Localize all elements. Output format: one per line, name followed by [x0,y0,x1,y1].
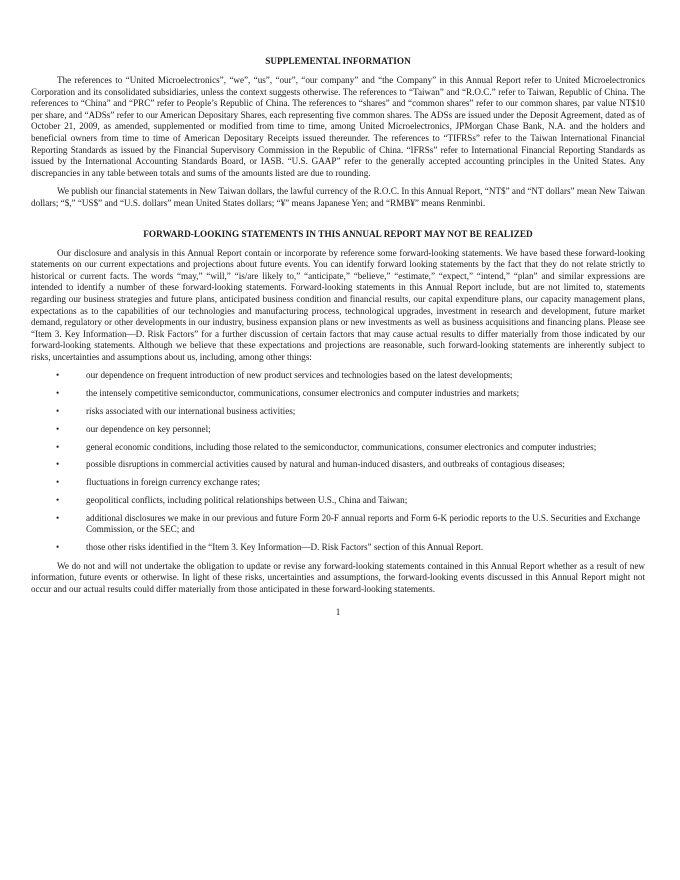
list-item [31,406,645,418]
currency-paragraph: We publish our financial statements in New Taiwan dollars, the lawful currency of the R.O.C. In this Annual Report, “NT$” and “NT dollars” mean New Taiwan dollars; “$,” “US$” and “U.S. dollars” mean United States dollars; “¥” means Japanese Yen; and “RMB¥” means Renminbi. [31,186,645,208]
bullet-icon: • [56,406,60,417]
list-item-text: risks associated with our international business activities; [86,406,296,417]
page-number: 1 [335,607,341,618]
list-item-text: general economic conditions, including those related to the semiconductor, communications, consumer electronics and computer industries; [86,441,597,452]
list-item-text: our dependence on key personnel; [86,423,211,434]
bullet-icon: • [56,388,60,399]
list-item [31,495,645,507]
bullet-icon: • [56,512,60,523]
bullet-icon: • [56,423,60,434]
list-item [31,513,645,536]
closing-paragraph: We do not and will not undertake the obligation to update or revise any forward-looking statements contained in this Annual Report whether as a result of new information, future events or otherwise. In light of these risks, uncertainties and assumptions, the forward-looking events discussed in this Annual Report might not occur and our actual results could differ materially from those anticipated in these forward-looking statements. [31,560,645,594]
list-item [31,388,645,400]
list-item [31,370,645,382]
bullet-icon: • [56,441,60,452]
list-item [31,459,645,471]
bullet-icon: • [56,477,60,488]
list-item-text: fluctuations in foreign currency exchange rates; [86,477,261,488]
risk-factors-list [31,370,645,553]
bullet-icon: • [56,542,60,553]
list-item [31,477,645,489]
bullet-icon: • [56,494,60,505]
list-item-text: the intensely competitive semiconductor, communications, consumer electronics and computer industries and markets; [86,388,520,399]
list-item-text: additional disclosures we make in our previous and future Form 20-F annual reports and Form 6-K periodic reports to the U.S. Securities and Exchange Commission, or the SEC; and [86,512,641,535]
document-page [31,56,645,617]
list-item-text: those other risks identified in the “Item 3. Key Information—D. Risk Factors” section of this Annual Report. [86,542,484,553]
list-item-text: geopolitical conflicts, including political relationships between U.S., China and Taiwan; [86,494,408,505]
forward-looking-heading: FORWARD-LOOKING STATEMENTS IN THIS ANNUAL REPORT MAY NOT BE REALIZED [143,228,533,239]
supplemental-information-heading: SUPPLEMENTAL INFORMATION [265,56,411,66]
bullet-icon: • [56,370,60,381]
forward-looking-intro-paragraph: Our disclosure and analysis in this Annual Report contain or incorporate by reference some forward-looking statements. We have based these forward-looking statements on our current expectations and projections about future events. You can identify forward looking statements by the fact that they do not relate strictly to historical or current facts. The words “may,” “will,” “is/are likely to,” “anticipate,” “believe,” “estimate,” “expect,” “intend,” “plan” and similar expressions are intended to identify a number of these forward-looking statements. Forward-looking statements in this Annual Report include, but are not limited to, statements regarding our business strategies and future plans, anticipated business condition and financial results, our capital expenditure plans, our capacity management plans, expectations as to the capabilities of our technologies and manufacturing process, technological upgrades, investment in research and development, future market demand, regulatory or other developments in our industry, business expansion plans or new investments as well as business acquisitions and financing plans. Please see “Item 3. Key Information—D. Risk Factors” for a further discussion of certain factors that may cause actual results to differ materially from those indicated by our forward-looking statements. Although we believe that these expectations and projections are reasonable, such forward-looking statements are inherently subject to risks, uncertainties and assumptions about us, including, among other things: [31,247,645,362]
list-item [31,442,645,454]
definitions-paragraph: The references to “United Microelectronics”, “we”, “us”, “our”, “our company” and “the Company” in this Annual Report refer to United Microelectronics Corporation and its consolidated subsidiaries, unless the context suggests otherwise. The references to “Taiwan” and “R.O.C.” refer to Taiwan, Republic of China. The references to “China” and “PRC” refer to People’s Republic of China. The references to “shares” and “common shares” refer to our common shares, par value NT$10 per share, and “ADSs” refer to our American Depositary Shares, each representing five common shares. The ADSs are issued under the Deposit Agreement, dated as of October 21, 2009, as amended, supplemented or modified from time to time, among United Microelectronics, JPMorgan Chase Bank, N.A. and the holders and beneficial owners from time to time of American Depositary Receipts issued thereunder. The references to “TIFRSs” refer to the Taiwan International Financial Reporting Standards as issued by the Financial Supervisory Commission in the Republic of China. “IFRSs” refer to International Financial Reporting Standards as issued by the International Accounting Standards Board, or IASB. “U.S. GAAP” refer to the generally accepted accounting principles in the United States. Any discrepancies in any table between totals and sums of the amounts listed are due to rounding. [31,75,645,178]
list-item-text: possible disruptions in commercial activities caused by natural and human-induced disasters, and outbreaks of contagious diseases; [86,459,565,470]
list-item [31,542,645,554]
bullet-icon: • [56,459,60,470]
list-item [31,424,645,436]
list-item-text: our dependence on frequent introduction of new product services and technologies based on the latest developments; [86,370,513,381]
